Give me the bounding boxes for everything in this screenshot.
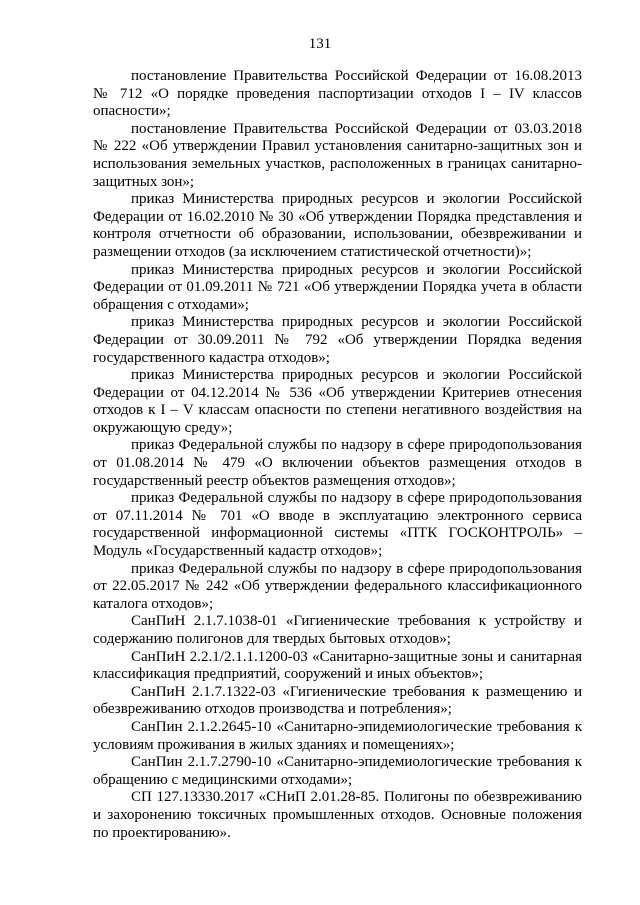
paragraph: СанПин 2.1.2.2645-10 «Санитарно-эпидемиологические требования к условиям проживания в жилых зданиях и помещениях»; <box>93 718 582 753</box>
paragraph: СанПин 2.1.7.2790-10 «Санитарно-эпидемиологические требования к обращению с медицинскими отходами»; <box>93 754 582 788</box>
document-body <box>93 68 582 842</box>
paragraph: СанПиН 2.1.7.1322-03 «Гигиенические требования к размещению и обезвреживанию отходов производства и потребления»; <box>93 683 582 718</box>
paragraph: приказ Министерства природных ресурсов и экологии Российской Федерации от 16.02.2010 № 30 «Об утверждении Порядка представления и контроля отчетности об образовании, использовании, обезвреживании и размещении отходов (за исключением статистической отчетности)»; <box>93 191 582 260</box>
paragraph: приказ Министерства природных ресурсов и экологии Российской Федерации от 01.09.2011 № 721 «Об утверждении Порядка учета в области обращения с отходами»; <box>93 261 582 313</box>
paragraph: приказ Федеральной службы по надзору в сфере природопользования от 01.08.2014 № 479 «О включении объектов размещения отходов в государственный реестр объектов размещения отходов»; <box>93 437 582 489</box>
page-number: 131 <box>308 36 332 52</box>
paragraph: постановление Правительства Российской Федерации от 03.03.2018 № 222 «Об утверждении Правил установления санитарно-защитных зон и использования земельных участков, расположенных в границах санитарно-защитных зон»; <box>93 120 582 190</box>
paragraph: постановление Правительства Российской Федерации от 16.08.2013 № 712 «О порядке проведения паспортизации отходов I – IV классов опасности»; <box>93 68 582 120</box>
paragraph: приказ Федеральной службы по надзору в сфере природопользования от 22.05.2017 № 242 «Об утверждении федерального классификационного каталога отходов»; <box>93 560 582 612</box>
paragraph: СанПиН 2.1.7.1038-01 «Гигиенические требования к устройству и содержанию полигонов для твердых бытовых отходов»; <box>93 613 582 647</box>
paragraph: СП 127.13330.2017 «СНиП 2.01.28-85. Полигоны по обезвреживанию и захоронению токсичных промышленных отходов. Основные положения по проектированию». <box>93 789 582 841</box>
paragraph: приказ Министерства природных ресурсов и экологии Российской Федерации от 04.12.2014 № 536 «Об утверждении Критериев отнесения отходов к I – V классам опасности по степени негативного воздействия на окружающую среду»; <box>93 367 582 436</box>
paragraph: СанПиН 2.2.1/2.1.1.1200-03 «Санитарно-защитные зоны и санитарная классификация предприятий, сооружений и иных объектов»; <box>93 648 582 683</box>
paragraph: приказ Министерства природных ресурсов и экологии Российской Федерации от 30.09.2011 № 792 «Об утверждении Порядка ведения государственного кадастра отходов»; <box>93 314 582 366</box>
paragraph: приказ Федеральной службы по надзору в сфере природопользования от 07.11.2014 № 701 «О вводе в эксплуатацию электронного сервиса государственной информационной системы «ПТК ГОСКОНТРОЛЬ» – Модуль «Государственный кадастр отходов»; <box>93 490 582 560</box>
